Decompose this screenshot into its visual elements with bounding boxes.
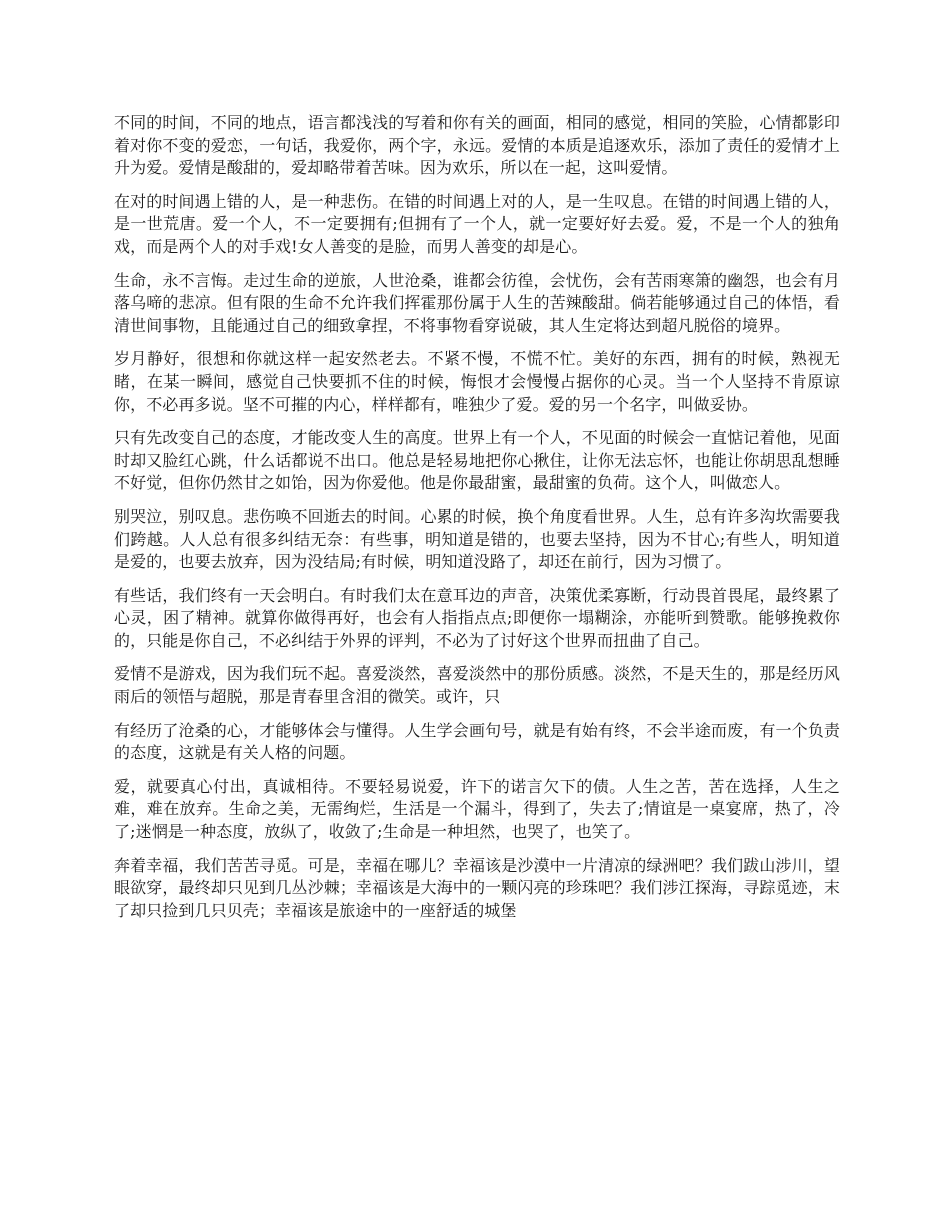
paragraph-7: 有些话，我们终有一天会明白。有时我们太在意耳边的声音，决策优柔寡断，行动畏首畏尾，最终累了心灵，困了精神。就算你做得再好，也会有人指指点点;即便你一塌糊涂，亦能听到赞歌。能够挽救你的，只能是你自己，不必纠结于外界的评判，不必为了讨好这个世界而扭曲了自己。 [114, 585, 840, 650]
paragraph-5: 只有先改变自己的态度，才能改变人生的高度。世界上有一个人，不见面的时候会一直惦记着他，见面时却又脸红心跳，什么话都说不出口。他总是轻易地把你心揪住，让你无法忘怀，也能让你胡思乱想睡不好觉，但你仍然甘之如饴，因为你爱他。他是你最甜蜜，最甜蜜的负荷。这个人，叫做恋人。 [114, 428, 840, 493]
paragraph-3: 生命，永不言悔。走过生命的逆旅，人世沧桑，谁都会彷徨，会忧伤，会有苦雨寒箫的幽怨，也会有月落乌啼的悲凉。但有限的生命不允许我们挥霍那份属于人生的苦辣酸甜。倘若能够通过自己的体悟，看清世间事物，且能通过自己的细致拿捏，不将事物看穿说破，其人生定将达到超凡脱俗的境界。 [114, 270, 840, 335]
paragraph-9: 有经历了沧桑的心，才能够体会与懂得。人生学会画句号，就是有始有终，不会半途而废，有一个负责的态度，这就是有关人格的问题。 [114, 720, 840, 763]
paragraph-2: 在对的时间遇上错的人，是一种悲伤。在错的时间遇上对的人，是一生叹息。在错的时间遇上错的人，是一世荒唐。爱一个人，不一定要拥有;但拥有了一个人，就一定要好好去爱。爱，不是一个人的独角戏，而是两个人的对手戏!女人善变的是脸，而男人善变的却是心。 [114, 191, 840, 256]
document-body [114, 112, 840, 933]
paragraph-10: 爱，就要真心付出，真诚相待。不要轻易说爱，许下的诺言欠下的债。人生之苦，苦在选择，人生之难，难在放弃。生命之美，无需绚烂，生活是一个漏斗，得到了，失去了;情谊是一桌宴席，热了，冷了;迷惘是一种态度，放纵了，收敛了;生命是一种坦然，也哭了，也笑了。 [114, 776, 840, 842]
paragraph-1: 不同的时间，不同的地点，语言都浅浅的写着和你有关的画面，相同的感觉，相同的笑脸，心情都影印着对你不变的爱恋，一句话，我爱你，两个字，永远。爱情的本质是追逐欢乐，添加了责任的爱情才上升为爱。爱情是酸甜的，爱却略带着苦味。因为欢乐，所以在一起，这叫爱情。 [114, 113, 840, 178]
paragraph-6: 别哭泣，别叹息。悲伤唤不回逝去的时间。心累的时候，换个角度看世界。人生，总有许多沟坎需要我们跨越。人人总有很多纠结无奈：有些事，明知道是错的，也要去坚持，因为不甘心;有些人，明知道是爱的，也要去放弃，因为没结局;有时候，明知道没路了，却还在前行，因为习惯了。 [114, 506, 840, 572]
paragraph-11: 奔着幸福，我们苦苦寻觅。可是，幸福在哪儿？幸福该是沙漠中一片清凉的绿洲吧？我们跋山涉川，望眼欲穿，最终却只见到几丛沙棘；幸福该是大海中的一颗闪亮的珍珠吧？我们涉江探海，寻踪觅迹，末了却只捡到几只贝壳；幸福该是旅途中的一座舒适的城堡 [114, 855, 840, 920]
paragraph-8: 爱情不是游戏，因为我们玩不起。喜爱淡然，喜爱淡然中的那份质感。淡然，不是天生的，那是经历风雨后的领悟与超脱，那是青春里含泪的微笑。或许，只 [114, 664, 840, 707]
paragraph-4: 岁月静好，很想和你就这样一起安然老去。不紧不慢，不慌不忙。美好的东西，拥有的时候，熟视无睹，在某一瞬间，感觉自己快要抓不住的时候，悔恨才会慢慢占据你的心灵。当一个人坚持不肯原谅你，不必再多说。坚不可摧的内心，样样都有，唯独少了爱。爱的另一个名字，叫做妥协。 [114, 349, 840, 414]
